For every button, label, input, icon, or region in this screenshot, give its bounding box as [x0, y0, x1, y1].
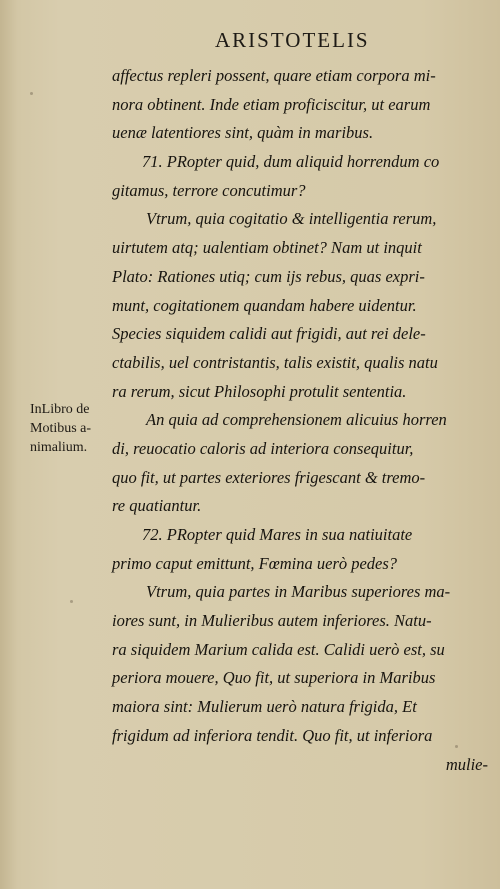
text-line: affectus repleri possent, quare etiam corpora mi-	[112, 66, 436, 85]
text-line: uirtutem atq; ualentiam obtinet? Nam ut inquit	[112, 238, 422, 258]
body-text	[112, 62, 488, 779]
text-line: Plato: Rationes utiq; cum ijs rebus, quas expri-	[112, 266, 425, 286]
text-line: primo caput emittunt, Fœmina uerò pedes?	[112, 553, 398, 573]
text-line: periora mouere, Quo fit, ut superiora in Maribus	[112, 668, 436, 688]
answer-start: Vtrum, quia cogitatio & intelligentia rerum,	[146, 209, 437, 229]
text-line: gitamus, terrore concutimur?	[112, 180, 306, 200]
text-line: nora obtinent. Inde etiam proficiscitur, ut earum	[112, 94, 431, 114]
text-line: re quatiantur.	[112, 496, 202, 516]
catchword: mulie-	[445, 754, 488, 774]
text-line: Species siquidem calidi aut frigidi, aut rei dele-	[112, 324, 426, 344]
running-header: ARISTOTELIS	[215, 28, 370, 52]
text-line: iores sunt, in Mulieribus autem inferiores. Natu-	[112, 611, 432, 631]
text-line: uenæ latentiores sint, quàm in maribus.	[112, 123, 374, 143]
alternative-answer: An quia ad comprehensionem alicuius horren	[146, 410, 447, 430]
margin-note	[30, 400, 112, 457]
margin-note-line: InLibro de	[30, 402, 90, 417]
text-line: ctabilis, uel contristantis, talis existit, qualis natu	[112, 352, 438, 372]
question-heading-71: 71. PRopter quid, dum aliquid horrendum co	[142, 152, 440, 172]
paper-speck	[455, 745, 458, 748]
text-line: ra siquidem Marium calida est. Calidi uerò est, su	[112, 639, 445, 659]
margin-note-line: nimalium.	[30, 440, 88, 455]
text-line: frigidum ad inferiora tendit. Quo fit, ut inferiora	[112, 725, 433, 745]
text-line: munt, cogitationem quandam habere uidentur.	[112, 295, 417, 315]
text-line: quo fit, ut partes exteriores frigescant & tremo-	[112, 467, 426, 487]
text-line: ra rerum, sicut Philosophi protulit sententia.	[112, 381, 407, 401]
question-heading-72: 72. PRopter quid Mares in sua natiuitate	[142, 525, 413, 544]
text-line: maiora sint: Mulierum uerò natura frigida, Et	[112, 697, 417, 717]
text-line: di, reuocatio caloris ad interiora consequitur,	[112, 438, 414, 458]
answer-start: Vtrum, quia partes in Maribus superiores ma-	[146, 582, 451, 602]
paper-speck	[70, 600, 73, 603]
margin-note-line: Motibus a-	[30, 421, 92, 436]
paper-speck	[30, 92, 33, 95]
